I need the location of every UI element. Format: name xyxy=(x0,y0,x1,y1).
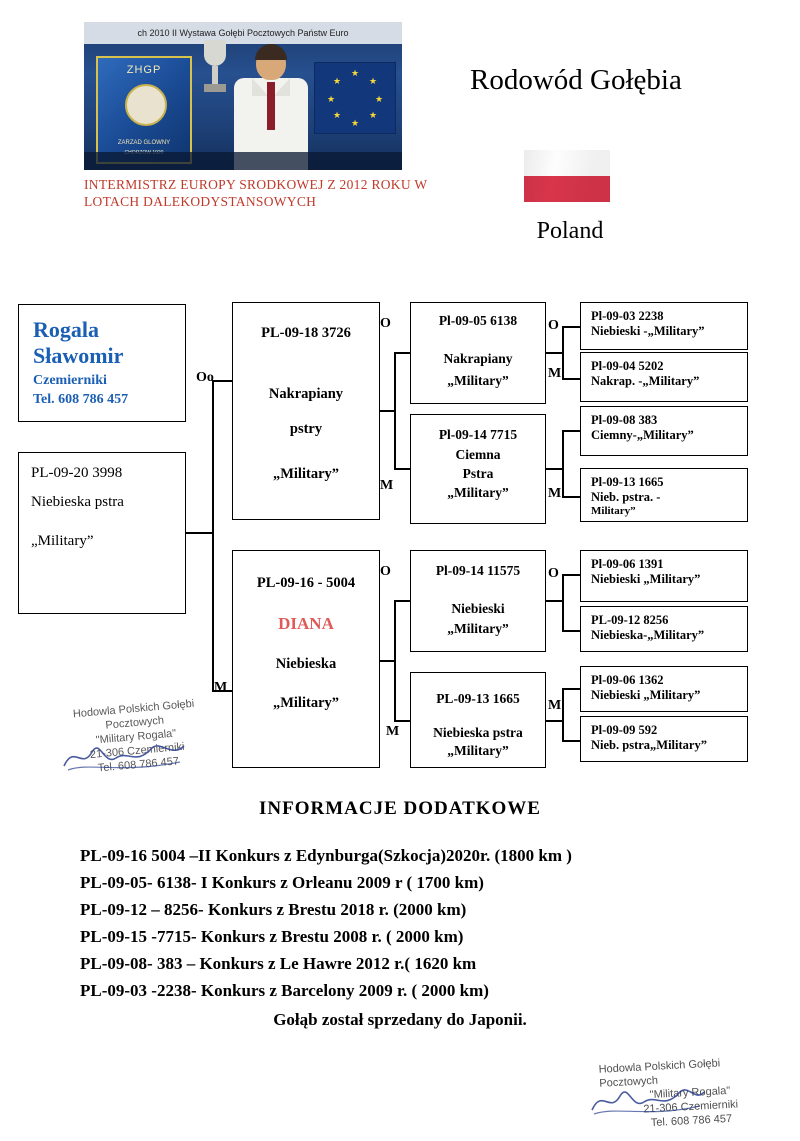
info-footer-note: Gołąb został sprzedany do Japonii. xyxy=(273,1010,527,1029)
stamp1-line3: 21-306 Czemierniki xyxy=(89,740,185,762)
info-item: PL-09-12 – 8256- Konkurs z Brestu 2018 r. (2000 km) xyxy=(80,900,467,919)
stamp2-line2: "Military Rogala" xyxy=(649,1084,731,1102)
gen1-0-team: „Military” xyxy=(272,466,340,482)
mark-gen2-sire-top: O xyxy=(380,316,391,331)
owner-info-box xyxy=(18,304,186,422)
connector-v-gen2-3 xyxy=(562,574,564,630)
gen2-1-ring: Pl-09-14 7715 xyxy=(438,427,518,442)
gen2-3-line2: Niebieska pstra xyxy=(433,725,523,740)
mark-gen3-m2: M xyxy=(548,486,562,501)
pedigree-gen2-box-4 xyxy=(410,672,546,768)
gen1-0-ring: PL-09-18 3726 xyxy=(261,325,351,341)
connector-h-gen3-3 xyxy=(562,430,580,432)
connector-v-gen2-4 xyxy=(562,688,564,740)
pedigree-gen2-box-1 xyxy=(410,302,546,404)
gen1-1-line2: Niebieska xyxy=(275,656,337,672)
gen1-1-name: DIANA xyxy=(278,614,334,633)
gen3-4-desc: Niebieski „Military” xyxy=(591,572,701,586)
gen0-team: „Military” xyxy=(31,533,94,549)
connector-v-gen2-2 xyxy=(562,430,564,496)
gen0-color: Niebieska pstra xyxy=(31,494,124,510)
stamp2-line4: Tel. 608 786 457 xyxy=(650,1112,733,1130)
country-label: Poland xyxy=(536,218,604,244)
gen2-2-line2: Niebieski xyxy=(451,601,505,616)
connector-h-gen3-8 xyxy=(562,740,580,742)
stamp1-line4: Tel. 608 786 457 xyxy=(97,755,180,775)
owner-lastname: Sławomir xyxy=(33,343,124,368)
connector-h-gen2-2-in xyxy=(546,468,562,470)
photo-caption xyxy=(84,176,444,210)
pedigree-gen3-box-1 xyxy=(580,302,748,350)
gen0-ring: PL-09-20 3998 xyxy=(31,465,123,481)
connector-v-gen1-bot xyxy=(394,600,396,720)
stamp1-line2: "Military Rogala" xyxy=(95,727,177,747)
gen2-0-line2: Nakrapiany xyxy=(443,351,513,366)
owner-phone: Tel. 608 786 457 xyxy=(33,392,129,407)
trophy-icon xyxy=(202,40,228,98)
pedigree-gen3-box-8 xyxy=(580,716,748,762)
gen3-2-desc: Ciemny-„Military” xyxy=(591,428,694,442)
gen2-1-line3: Pstra xyxy=(462,466,494,481)
stamp2-line3: 21-306 Czemierniki xyxy=(643,1098,739,1116)
gen3-1-ring: Pl-09-04 5202 xyxy=(591,359,664,373)
gen3-6-ring: Pl-09-06 1362 xyxy=(591,673,664,687)
info-item: PL-09-16 5004 –II Konkurs z Edynburga(Szkocja)2020r. (1800 km ) xyxy=(80,846,572,865)
connector-h-gen3-2 xyxy=(562,378,580,380)
connector-h-gen2-1-in xyxy=(546,352,562,354)
club-crest-icon xyxy=(125,84,167,126)
connector-v-gen1-top xyxy=(394,352,396,468)
mark-gen2-dam-bot: M xyxy=(386,724,400,739)
gen2-3-team: „Military” xyxy=(447,743,509,758)
gen2-1-team: „Military” xyxy=(447,485,509,500)
pedigree-gen1-box-sire xyxy=(232,302,380,520)
pedigree-gen1-box-dam xyxy=(232,550,380,768)
gen3-6-desc: Niebieski „Military” xyxy=(591,688,701,702)
info-item: PL-09-05- 6138- I Konkurs z Orleanu 2009 r ( 1700 km) xyxy=(80,873,484,892)
pedigree-gen0-box xyxy=(18,452,186,614)
mark-gen3-m1: M xyxy=(548,366,562,381)
pedigree-gen2-box-3 xyxy=(410,550,546,652)
gen3-0-desc: Niebieski -„Military” xyxy=(591,324,705,338)
pedigree-gen3-box-2 xyxy=(580,352,748,402)
gen3-2-ring: Pl-09-08 383 xyxy=(591,413,658,427)
info-item: PL-09-03 -2238- Konkurs z Barcelony 2009 r. ( 2000 km) xyxy=(80,981,489,1000)
connector-v-gen0 xyxy=(212,380,214,690)
poland-flag-icon xyxy=(524,150,610,202)
connector-h-gen2-3 xyxy=(394,600,410,602)
gen2-2-ring: Pl-09-14 11575 xyxy=(435,563,521,578)
pedigree-gen3-box-5 xyxy=(580,550,748,602)
pedigree-gen3-box-6 xyxy=(580,606,748,652)
connector-h-gen1-sire xyxy=(212,380,232,382)
mark-gen2-dam-top: M xyxy=(380,478,394,493)
club-banner-title: ZHGP xyxy=(126,64,162,76)
connector-h-gen2-4-in xyxy=(546,720,562,722)
signature-2 xyxy=(588,1078,708,1122)
pedigree-gen3-box-7 xyxy=(580,666,748,712)
page-title: Rodowód Gołębia xyxy=(470,64,682,96)
connector-h-gen3-1 xyxy=(562,326,580,328)
pedigree-gen3-box-4 xyxy=(580,468,748,522)
club-banner-sub: ZARZAD GLOWNY xyxy=(117,140,171,146)
gen3-3-desc: Nieb. pstra. - xyxy=(591,490,661,504)
photo-banner-text: ch 2010 II Wystawa Gołębi Pocztowych Państw Euro xyxy=(84,22,402,44)
connector-h-gen1-bot-in xyxy=(380,660,394,662)
info-item: PL-09-15 -7715- Konkurs z Brestu 2008 r. ( 2000 km) xyxy=(80,927,464,946)
info-list xyxy=(80,842,740,1004)
gen3-3-desc2: Military” xyxy=(591,505,636,517)
info-section-title: INFORMACJE DODATKOWE xyxy=(259,798,541,819)
eu-flag-backdrop: ★ ★ ★ ★ ★ ★ ★ ★ xyxy=(314,62,396,134)
stamp1-line1: Hodowla Polskich Gołębi Pocztowych xyxy=(72,697,195,732)
connector-h-gen2-2 xyxy=(394,468,410,470)
connector-h-gen3-7 xyxy=(562,688,580,690)
gen3-4-ring: Pl-09-06 1391 xyxy=(591,557,664,571)
pedigree-gen2-box-2 xyxy=(410,414,546,524)
gen3-5-desc: Niebieska-„Military” xyxy=(591,628,705,642)
photo-caption-line1: INTERMISTRZ EUROPY SRODKOWEJ Z 2012 xyxy=(84,177,368,192)
pedigree-gen3-box-3 xyxy=(580,406,748,456)
gen3-0-ring: Pl-09-03 2238 xyxy=(591,309,664,323)
connector-h-gen0-in xyxy=(186,532,212,534)
gen2-1-line2: Ciemna xyxy=(455,447,501,462)
connector-h-gen2-3-in xyxy=(546,600,562,602)
signature-1 xyxy=(60,736,190,776)
owner-city: Czemierniki xyxy=(33,373,107,388)
mark-gen1-sire: Oo xyxy=(196,370,214,385)
gen3-3-ring: Pl-09-13 1665 xyxy=(591,475,664,489)
mark-gen3-m3: M xyxy=(548,698,562,713)
gen3-7-ring: Pl-09-09 592 xyxy=(591,723,658,737)
mark-gen1-dam: M xyxy=(214,680,228,695)
gen2-0-ring: Pl-09-05 6138 xyxy=(438,313,518,328)
award-ceremony-photo xyxy=(84,22,402,170)
gen2-0-team: „Military” xyxy=(447,373,509,388)
connector-h-gen1-top-in xyxy=(380,410,394,412)
connector-v-gen2-1 xyxy=(562,326,564,378)
gen2-2-team: „Military” xyxy=(447,621,509,636)
gen3-1-desc: Nakrap. -„Military” xyxy=(591,374,700,388)
gen2-3-ring: PL-09-13 1665 xyxy=(436,691,520,706)
info-item: PL-09-08- 383 – Konkurs z Le Hawre 2012 r.( 1620 km xyxy=(80,954,477,973)
connector-h-gen3-4 xyxy=(562,496,580,498)
gen1-0-line3: pstry xyxy=(289,421,323,437)
mark-gen2-sire-bot: O xyxy=(380,564,391,579)
gen1-0-line2: Nakrapiany xyxy=(268,386,344,402)
connector-h-gen3-6 xyxy=(562,630,580,632)
gen1-1-ring: PL-09-16 - 5004 xyxy=(256,575,356,591)
gen1-1-team: „Military” xyxy=(272,695,340,711)
connector-h-gen3-5 xyxy=(562,574,580,576)
gen3-5-ring: PL-09-12 8256 xyxy=(591,613,669,627)
photo-caption-line2: ROKU W LOTACH DALEKODYSTANSOWYCH xyxy=(84,177,428,209)
club-banner xyxy=(96,56,192,164)
connector-h-gen2-1 xyxy=(394,352,410,354)
mark-gen3-o1: O xyxy=(548,318,559,333)
gen3-7-desc: Nieb. pstra„Military” xyxy=(591,738,707,752)
stamp2-line1: Hodowla Polskich Gołębi Pocztowych xyxy=(598,1057,721,1090)
owner-firstname: Rogala xyxy=(33,317,99,342)
connector-h-gen2-4 xyxy=(394,720,410,722)
mark-gen3-o2: O xyxy=(548,566,559,581)
